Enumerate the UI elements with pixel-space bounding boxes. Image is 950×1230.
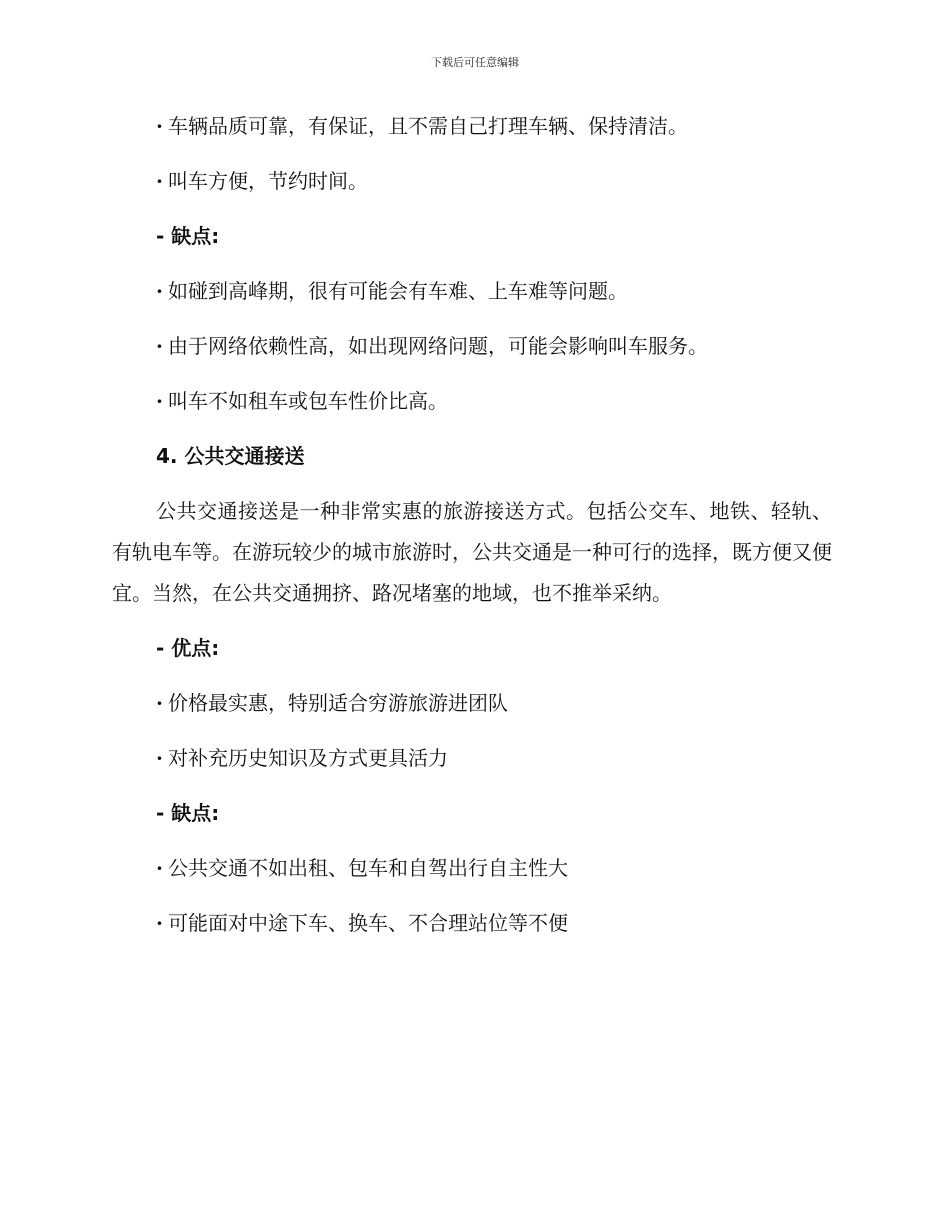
advantages-heading: - 优点:	[156, 636, 220, 660]
disadvantages-heading: - 缺点:	[156, 224, 220, 248]
disadvantages-heading-2: - 缺点:	[156, 801, 220, 825]
disadvantage-item-transfer: · 可能面对中途下车、换车、不合理站位等不便	[112, 903, 832, 944]
public-transit-paragraph: 公共交通接送是一种非常实惠的旅游接送方式。包括公交车、地铁、轻轨、有轨电车等。在游玩较少的城市旅游时，公共交通是一种可行的选择，既方便又便宜。当然，在公共交通拥挤、路况堵塞的地域，也不推举采纳。	[112, 499, 832, 605]
disadvantage-item-value: · 叫车不如租车或包车性价比高。	[112, 381, 832, 422]
advantage-item-price: · 价格最实惠，特别适合穷游旅游进团队	[112, 683, 832, 724]
disadvantage-item-peak: · 如碰到高峰期，很有可能会有车难、上车难等问题。	[112, 271, 832, 312]
disadvantage-item-autonomy: · 公共交通不如出租、包车和自驾出行自主性大	[112, 848, 832, 889]
advantage-item-history: · 对补充历史知识及方式更具活力	[112, 738, 832, 779]
document-body	[112, 106, 832, 958]
advantage-item-convenient: · 叫车方便，节约时间。	[112, 161, 832, 202]
page-header-note: 下载后可任意编辑	[431, 56, 519, 69]
disadvantage-item-network: · 由于网络依赖性高，如出现网络问题，可能会影响叫车服务。	[112, 326, 832, 367]
section-heading-public-transit: 4. 公共交通接送	[156, 444, 305, 468]
advantage-item-vehicle-quality: · 车辆品质可靠，有保证，且不需自己打理车辆、保持清洁。	[112, 106, 832, 147]
